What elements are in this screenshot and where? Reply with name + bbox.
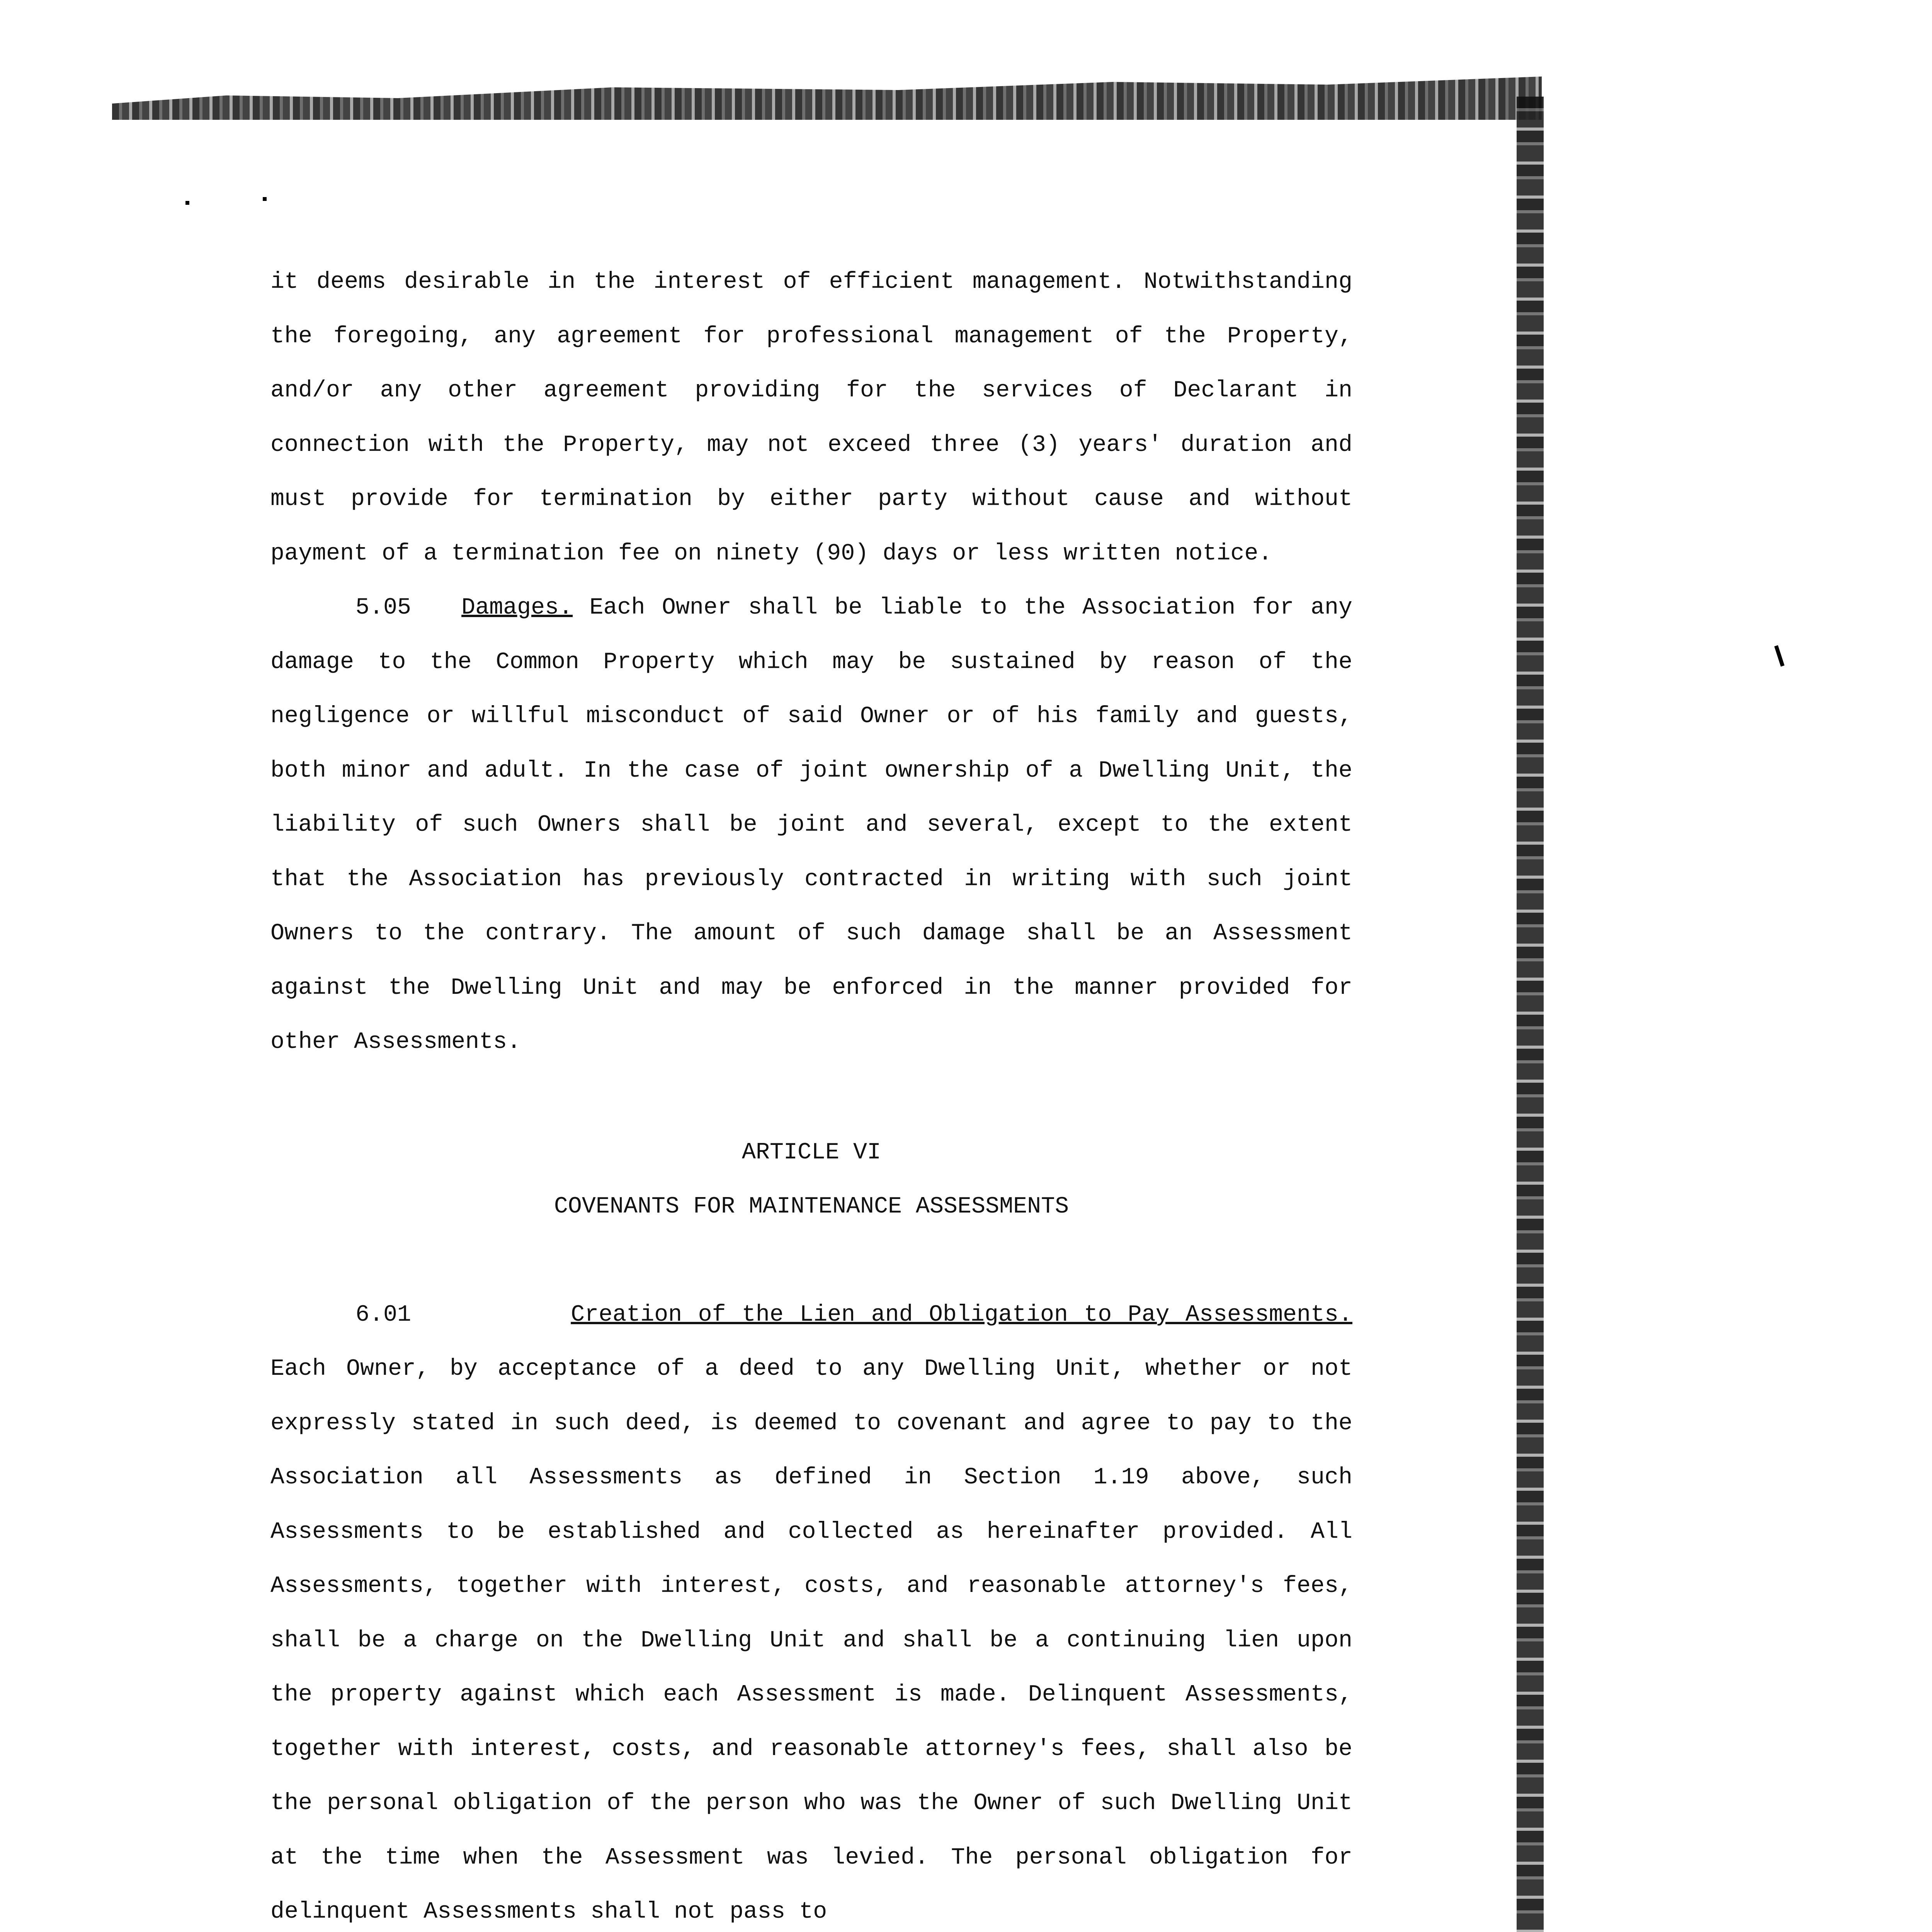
section-number: 5.05 xyxy=(355,595,412,621)
section-6-01 xyxy=(270,1288,1352,1932)
paragraph-efficient-management: it deems desirable in the interest of efficient management. Notwithstanding the foregoing, any agreement for professional management of the Property, and/or any other agreement providing for the services of Declarant in connection with the Property, may not exceed three (3) years' duration and must provide for termination by either party without cause and without payment of a termination fee on ninety (90) days or less written notice. xyxy=(270,269,1352,567)
scan-top-edge-artifact xyxy=(112,66,1542,120)
article-title: COVENANTS FOR MAINTENANCE ASSESSMENTS xyxy=(554,1193,1069,1220)
section-text: Each Owner, by acceptance of a deed to any Dwelling Unit, whether or not expressly stated in such deed, is deemed to covenant and agree to pay to the Association all Assessments as defined in Section 1.19 above, such Assessments to be established and collected as hereinafter provided. All Assessments, together with interest, costs, and reasonable attorney's fees, shall be a charge on the Dwelling Unit and shall be a continuing lien upon the property against which each Assessment is made. Delinquent Assessments, together with interest, costs, and reasonable attorney's fees, shall also be the personal obligation of the person who was the Owner of such Dwelling Unit at the time when the Assessment was levied. The personal obligation for delinquent Assessments shall not pass to xyxy=(270,1356,1352,1925)
article-spacer xyxy=(270,1234,1352,1288)
section-text: Each Owner shall be liable to the Association for any damage to the Common Property which may be sustained by reason of the negligence or willful misconduct of said Owner or of his family and guests, both minor and adult. In the case of joint ownership of a Dwelling Unit, the liability of such Owners shall be joint and several, except to the extent that the Association has previously contracted in writing with such joint Owners to the contrary. The amount of such damage shall be an Assessment against the Dwelling Unit and may be enforced in the manner provided for other Assessments. xyxy=(270,595,1352,1055)
scan-dot xyxy=(263,197,267,201)
document-body xyxy=(270,255,1352,1932)
article-number: ARTICLE VI xyxy=(742,1139,881,1166)
section-title: Creation of the Lien and Obligation to Pay Assessments. xyxy=(571,1301,1353,1328)
section-title: Damages. xyxy=(461,595,573,621)
section-5-05 xyxy=(270,581,1352,1070)
section-number: 6.01 xyxy=(355,1301,412,1328)
scan-right-edge-artifact xyxy=(1517,97,1544,1932)
scan-dot xyxy=(185,201,189,205)
scan-tick-mark xyxy=(1774,645,1785,667)
